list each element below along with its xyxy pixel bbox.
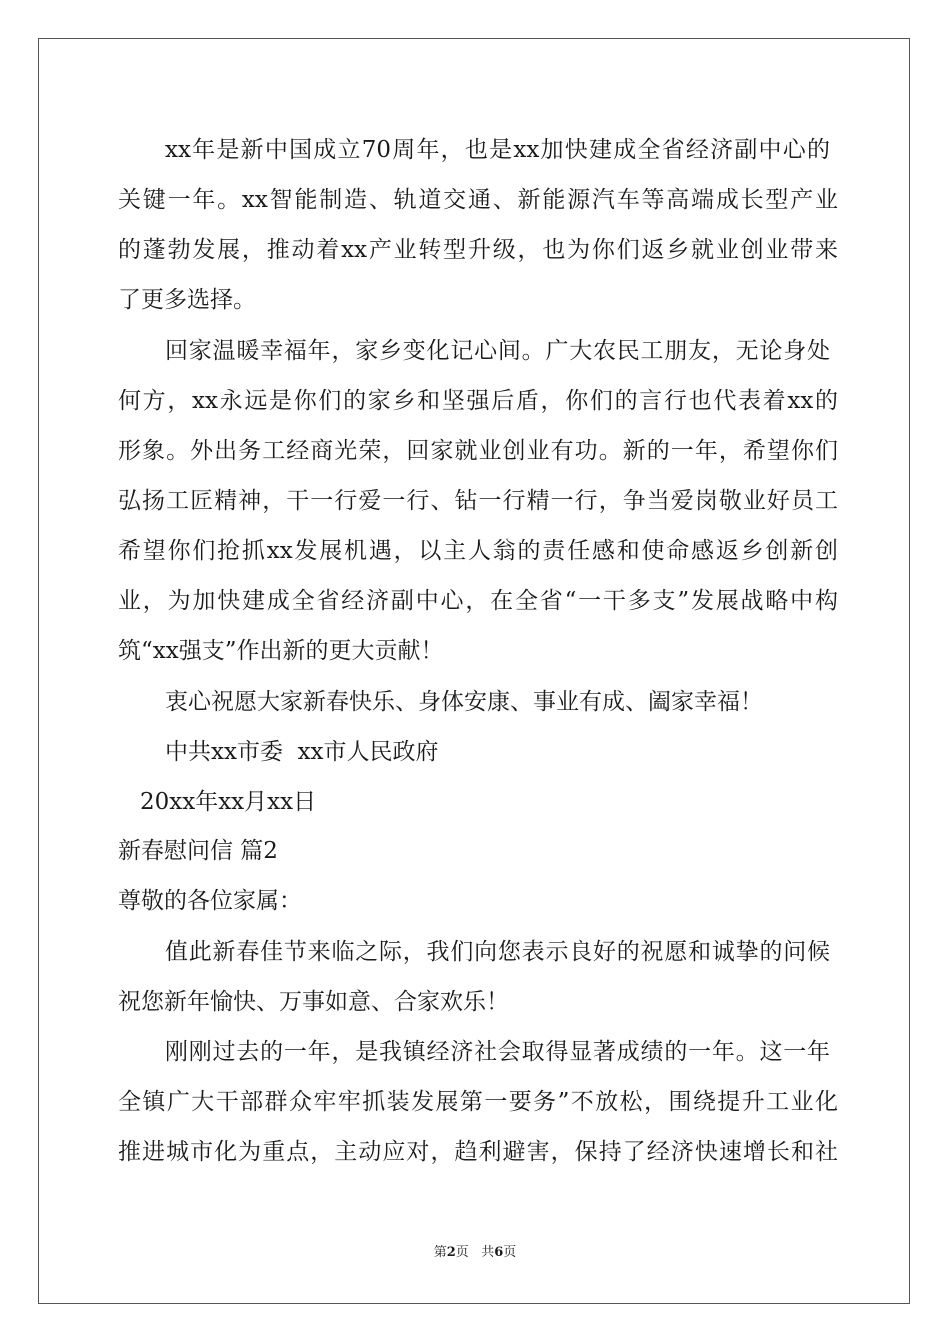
footer-page-number: 2 (446, 1245, 456, 1260)
paragraph-line: 弘扬工匠精神，干一行爱一行、钻一行精一行，争当爱岗敬业好员工 (118, 488, 838, 514)
paragraph-line: 业，为加快建成全省经济副中心，在全省“一干多支”发展战略中构 (118, 588, 838, 614)
paragraph-line: 的蓬勃发展，推动着xx产业转型升级，也为你们返乡就业创业带来 (118, 237, 838, 263)
footer-mid: 页 共 (455, 1245, 495, 1260)
paragraph-line: 筑“xx强支”作出新的更大贡献！ (118, 638, 444, 664)
section-title: 新春慰问信 篇2 (118, 838, 278, 864)
paragraph-line: xx年是新中国成立70周年，也是xx加快建成全省经济副中心的 (165, 137, 830, 163)
page-footer (0, 1245, 950, 1261)
paragraph-line: 关键一年。xx智能制造、轨道交通、新能源汽车等高端成长型产业 (118, 187, 838, 213)
paragraph-line: 形象。外出务工经商光荣，回家就业创业有功。新的一年，希望你们 (118, 438, 838, 464)
paragraph-line: 值此新春佳节来临之际，我们向您表示良好的祝愿和诚挚的问候 (165, 939, 830, 965)
footer-prefix: 第 (433, 1245, 447, 1260)
paragraph-line: 全镇广大干部群众牢牢抓装发展第一要务”不放松，围绕提升工业化 (118, 1089, 838, 1115)
paragraph-line: 刚刚过去的一年，是我镇经济社会取得显著成绩的一年。这一年 (165, 1039, 830, 1065)
paragraph-line: 祝您新年愉快、万事如意、合家欢乐！ (118, 989, 509, 1015)
footer-suffix: 页 (503, 1245, 517, 1260)
paragraph-line: 何方，xx永远是你们的家乡和坚强后盾，你们的言行也代表着xx的 (118, 388, 838, 414)
salutation: 尊敬的各位家属： (118, 888, 302, 914)
signature-line: 中共xx市委 xx市人民政府 (165, 739, 439, 765)
paragraph-line: 回家温暖幸福年，家乡变化记心间。广大农民工朋友，无论身处 (165, 338, 830, 364)
paragraph-line: 希望你们抢抓xx发展机遇，以主人翁的责任感和使命感返乡创新创 (118, 538, 838, 564)
paragraph-line: 了更多选择。 (118, 287, 256, 313)
blessing-line: 衷心祝愿大家新春快乐、身体安康、事业有成、阖家幸福！ (165, 689, 763, 715)
footer-total-pages: 6 (494, 1245, 504, 1260)
paragraph-line: 推进城市化为重点，主动应对，趋利避害，保持了经济快速增长和社 (118, 1139, 838, 1165)
date-line: 20xx年xx月xx日 (140, 789, 317, 815)
